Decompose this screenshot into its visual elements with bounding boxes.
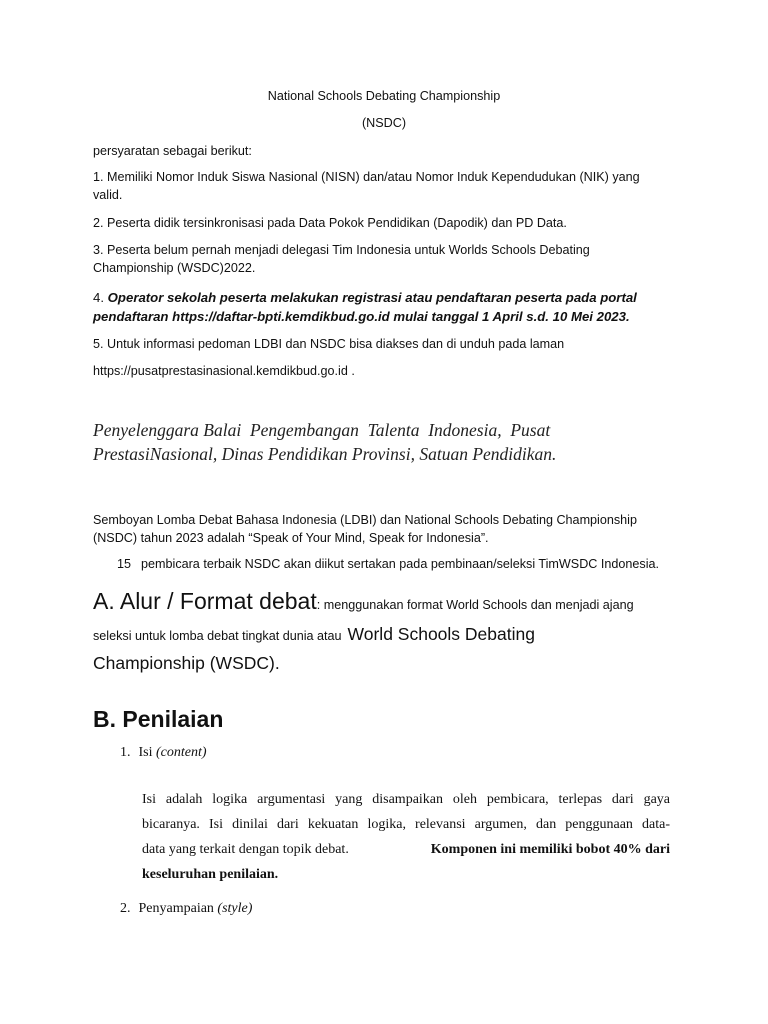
info-url-link[interactable]: https://pusatprestasinasional.kemdikbud.go.id . xyxy=(93,364,355,378)
description-line-4: keseluruhan penilaian. xyxy=(142,867,279,882)
description-line-3 xyxy=(142,837,670,862)
section-a-heading: A. Alur / Format debat xyxy=(93,588,317,614)
requirement-item-2: 2. Peserta didik tersinkronisasi pada Data Pokok Pendidikan (Dapodik) dan PD Data. xyxy=(93,216,567,230)
document-subtitle: (NSDC) xyxy=(361,116,407,130)
organizer-line-2: PrestasiNasional, Dinas Pendidikan Provinsi, Satuan Pendidikan. xyxy=(93,444,557,464)
criteria-item-2-label: Penyampaian xyxy=(138,901,214,916)
speakers-text: pembicara terbaik NSDC akan diikut sertakan pada pembinaan/seleksi TimWSDC Indonesia. xyxy=(141,557,660,571)
requirement-item-4-number: 4. xyxy=(93,290,108,305)
criteria-item-1-label: Isi xyxy=(138,745,153,760)
requirement-item-4 xyxy=(93,288,713,326)
criteria-item-1 xyxy=(120,743,207,763)
section-a-text-2: seleksi untuk lomba debat tingkat dunia atau xyxy=(93,629,342,643)
criteria-item-1-number: 1. xyxy=(120,745,131,760)
requirement-item-1-line-1: 1. Memiliki Nomor Induk Siswa Nasional (NISN) dan/atau Nomor Induk Kependudukan (NIK) yang xyxy=(93,170,640,184)
section-a xyxy=(93,586,713,676)
criteria-item-1-paren: (content) xyxy=(156,745,207,760)
organizer-line-1: Penyelenggara Balai Pengembangan Talenta Indonesia, Pusat xyxy=(93,420,551,440)
description-line-2: bicaranya. Isi dinilai dari kekuatan logika, relevansi argumen, dan penggunaan data- xyxy=(142,817,670,832)
description-line-3-normal: data yang terkait dengan topik debat. xyxy=(142,842,349,857)
criteria-item-2 xyxy=(120,899,252,919)
requirements-intro: persyaratan sebagai berikut: xyxy=(93,144,252,158)
requirement-item-3 xyxy=(93,241,693,277)
requirement-item-3-line-2: Championship (WSDC)2022. xyxy=(93,261,256,275)
requirement-item-4-line-2: pendaftaran https://daftar-bpti.kemdikbud.go.id mulai tanggal 1 April s.d. 10 Mei 2023. xyxy=(93,309,630,324)
section-a-wsdc-abbr: Championship (WSDC). xyxy=(93,653,280,673)
requirement-item-1-line-2: valid. xyxy=(93,188,123,202)
motto-paragraph xyxy=(93,511,693,547)
requirement-item-1 xyxy=(93,168,693,204)
speakers-note xyxy=(117,555,659,573)
requirement-item-5: 5. Untuk informasi pedoman LDBI dan NSDC bisa diakses dan di unduh pada laman xyxy=(93,337,565,351)
criteria-item-2-number: 2. xyxy=(120,901,131,916)
section-b-heading: B. Penilaian xyxy=(93,706,224,732)
section-a-text-1: : menggunakan format World Schools dan menjadi ajang xyxy=(316,598,634,612)
criteria-item-1-description xyxy=(142,787,670,887)
requirement-item-4-line-1: Operator sekolah peserta melakukan registrasi atau pendaftaran peserta pada portal xyxy=(107,290,637,305)
organizer-paragraph xyxy=(93,418,683,466)
description-line-3-bold: Komponen ini memiliki bobot 40% dari xyxy=(430,842,670,857)
requirement-item-3-line-1: 3. Peserta belum pernah menjadi delegasi Tim Indonesia untuk Worlds Schools Debating xyxy=(93,243,590,257)
document-title: National Schools Debating Championship xyxy=(267,89,501,103)
description-line-1: Isi adalah logika argumentasi yang disampaikan oleh pembicara, terlepas dari gaya xyxy=(142,792,670,807)
motto-line-1: Semboyan Lomba Debat Bahasa Indonesia (LDBI) dan National Schools Debating Championship xyxy=(93,513,637,527)
speakers-count: 15 xyxy=(117,557,132,571)
motto-line-2: (NSDC) tahun 2023 adalah “Speak of Your Mind, Speak for Indonesia”. xyxy=(93,531,489,545)
section-a-wsdc-name: World Schools Debating xyxy=(347,624,535,644)
criteria-item-2-paren: (style) xyxy=(217,901,253,916)
